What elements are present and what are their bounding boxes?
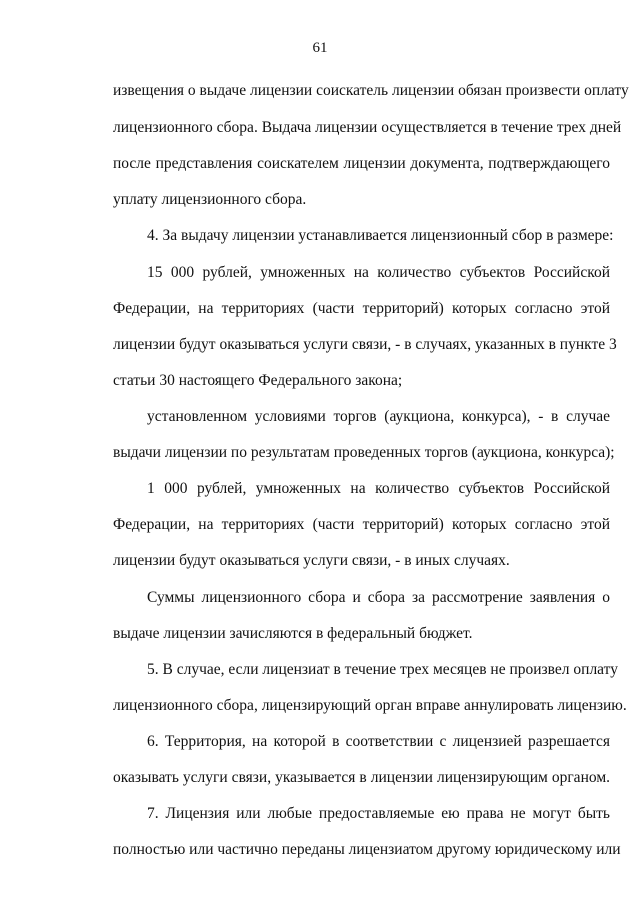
text-line: извещения о выдаче лицензии соискатель лицензии обязан произвести оплату (113, 82, 629, 99)
text-line: лицензии будут оказываться услуги связи, - в иных случаях. (113, 552, 510, 569)
text-line: уплату лицензионного сбора. (113, 191, 307, 208)
text-line: Суммы лицензионного сбора и сбора за рассмотрение заявления о (147, 589, 610, 606)
text-line: Федерации, на территориях (части территорий) которых согласно этой (113, 300, 610, 317)
text-line: после представления соискателем лицензии документа, подтверждающего (113, 155, 610, 172)
text-line: статьи 30 настоящего Федерального закона; (113, 372, 403, 389)
text-line: оказывать услуги связи, указывается в лицензии лицензирующим органом. (113, 769, 610, 786)
text-line: 4. За выдачу лицензии устанавливается лицензионный сбор в размере: (147, 227, 614, 244)
text-line: лицензии будут оказываться услуги связи, - в случаях, указанных в пункте 3 (113, 336, 617, 353)
text-line: 15 000 рублей, умноженных на количество субъектов Российской (147, 264, 610, 281)
text-line: лицензионного сбора. Выдача лицензии осуществляется в течение трех дней (113, 119, 622, 136)
text-line: выдаче лицензии зачисляются в федеральный бюджет. (113, 625, 473, 642)
text-line: полностью или частично переданы лицензиатом другому юридическому или (113, 841, 621, 858)
page-number: 61 (312, 40, 328, 56)
text-line: выдачи лицензии по результатам проведенных торгов (аукциона, конкурса); (113, 444, 615, 461)
text-line: 1 000 рублей, умноженных на количество субъектов Российской (147, 480, 610, 497)
text-line: 6. Территория, на которой в соответствии с лицензией разрешается (147, 733, 610, 750)
text-line: установленном условиями торгов (аукциона, конкурса), - в случае (147, 408, 610, 425)
text-line: лицензионного сбора, лицензирующий орган вправе аннулировать лицензию. (113, 697, 627, 714)
text-line: Федерации, на территориях (части территорий) которых согласно этой (113, 516, 610, 533)
text-line: 5. В случае, если лицензиат в течение трех месяцев не произвел оплату (147, 661, 618, 678)
text-line: 7. Лицензия или любые предоставляемые ею права не могут быть (147, 805, 610, 822)
